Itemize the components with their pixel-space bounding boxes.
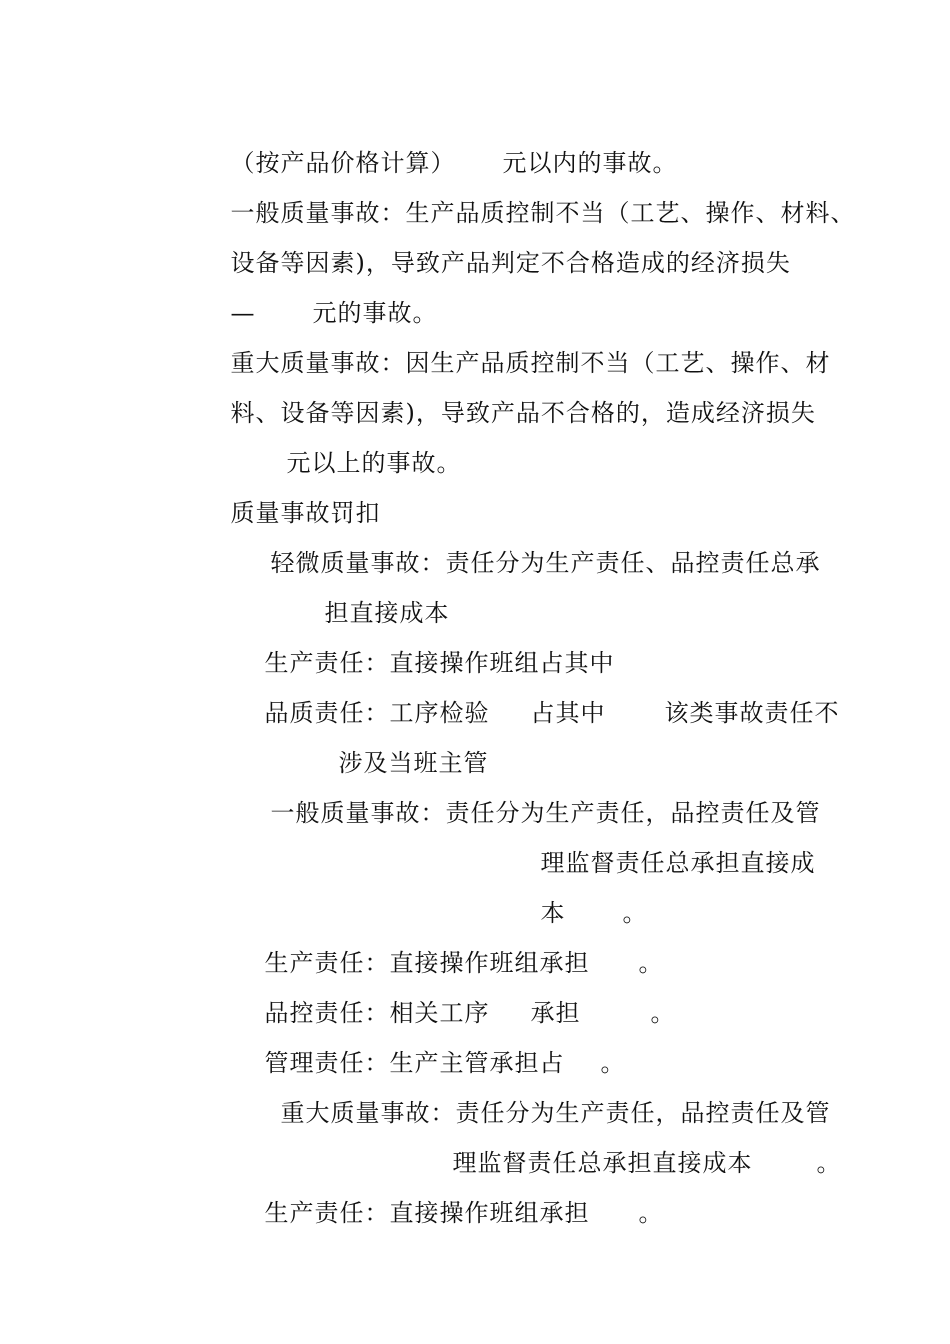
text-segment: 理监督责任总承担直接成: [540, 849, 816, 877]
text-segment: 管理责任：生产主管承担占: [264, 1049, 565, 1077]
text-segment: 重大质量事故：责任分为生产责任，品控责任及管: [280, 1099, 831, 1127]
text-segment: 元的事故。: [312, 299, 438, 327]
text-segment: 设备等因素)，导致产品判定不合格造成的经济损失: [230, 249, 791, 277]
text-segment: 理监督责任总承担直接成本: [452, 1149, 753, 1177]
text-segment: 生产责任：直接操作班组占其中: [264, 649, 615, 677]
text-segment: 。: [638, 949, 664, 977]
text-segment: 该类事故责任不: [664, 699, 840, 727]
text-segment: 。: [600, 1049, 626, 1077]
text-segment: 一般质量事故：生产品质控制不当（工艺、操作、材料、: [230, 199, 856, 227]
text-segment: 一般质量事故：责任分为生产责任，品控责任及管: [270, 799, 821, 827]
text-segment: 品质责任：工序检验: [264, 699, 490, 727]
text-segment: 涉及当班主管: [338, 749, 489, 777]
text-segment: 生产责任：直接操作班组承担: [264, 949, 590, 977]
text-segment: 。: [816, 1149, 842, 1177]
text-segment: 占其中: [530, 699, 606, 727]
text-segment: 轻微质量事故：责任分为生产责任、品控责任总承: [270, 549, 821, 577]
text-segment: 本: [540, 899, 566, 927]
text-segment: 质量事故罚扣: [230, 499, 381, 527]
text-segment: 。: [622, 899, 648, 927]
text-line: [630, 668, 840, 758]
text-segment: 。: [650, 999, 676, 1027]
text-segment: 元以内的事故。: [502, 149, 678, 177]
text-segment: 担直接成本: [324, 599, 450, 627]
text-line: [496, 668, 606, 758]
text-segment: 。: [638, 1199, 664, 1227]
text-segment: 品控责任：相关工序: [264, 999, 490, 1027]
text-segment: 承担: [530, 999, 581, 1027]
text-line: [230, 1168, 590, 1258]
text-segment: （按产品价格计算）: [230, 149, 456, 177]
text-line: [604, 1168, 664, 1258]
text-segment: 生产责任：直接操作班组承担: [264, 1199, 590, 1227]
text-segment: 重大质量事故：因生产品质控制不当（工艺、操作、材: [230, 349, 831, 377]
text-segment: 元以上的事故。: [286, 449, 462, 477]
text-segment: 料、设备等因素)，导致产品不合格的，造成经济损失: [230, 399, 816, 427]
dash-mark: —: [230, 299, 256, 327]
text-line: [782, 1118, 842, 1208]
